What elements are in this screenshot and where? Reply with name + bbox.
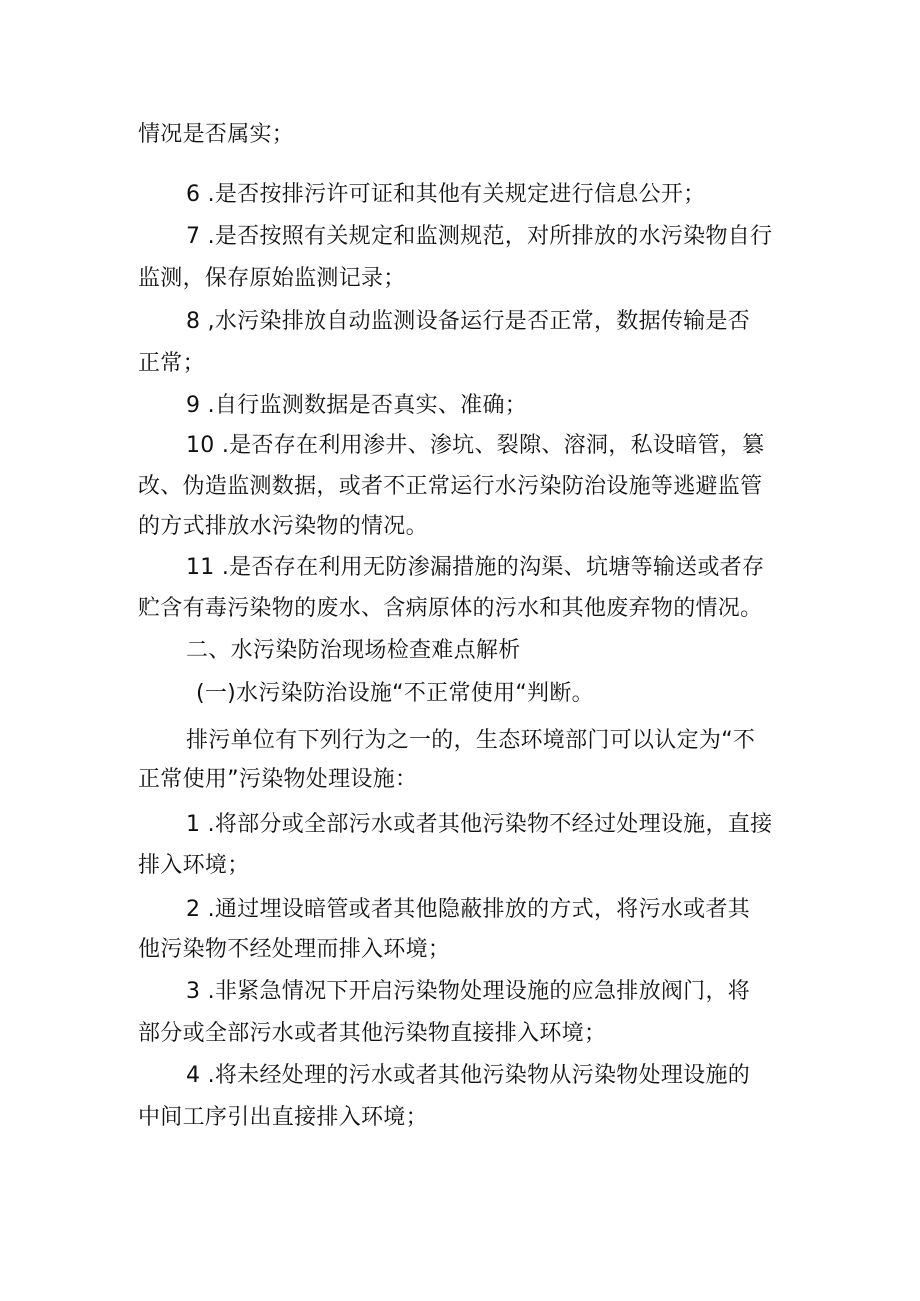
text-line: 他污染物不经处理而排入环境；: [138, 937, 451, 962]
text-line: 10 .是否存在利用渗井、渗坑、裂隙、溶洞，私设暗管，篡: [186, 433, 765, 458]
text-line: 11 .是否存在利用无防渗漏措施的沟渠、坑塘等输送或者存: [186, 555, 765, 580]
text-line: 3 .非紧急情况下开启污染物处理设施的应急排放阀门，将: [186, 979, 751, 1004]
text-line: 排污单位有下列行为之一的，生态环境部门可以认定为“不: [186, 728, 756, 753]
text-line: 4 .将未经处理的污水或者其他污染物从污染物处理设施的: [186, 1063, 751, 1088]
text-line: 7 .是否按照有关规定和监测规范，对所排放的水污染物自行: [186, 224, 773, 249]
text-line: 6 .是否按排污许可证和其他有关规定进行信息公开；: [186, 182, 706, 207]
subsection-heading: (一)水污染防治设施“不正常使用“判断。: [196, 681, 594, 706]
text-line: 情况是否属实；: [138, 122, 295, 147]
text-line: 中间工序引出直接排入环境；: [138, 1105, 428, 1130]
text-line: 贮含有毒污染物的废水、含病原体的污水和其他废弃物的情况。: [138, 596, 763, 621]
text-line: 改、伪造监测数据，或者不正常运行水污染防治设施等逃避监管: [138, 474, 763, 499]
text-line: 监测，保存原始监测记录；: [138, 266, 406, 291]
text-line: 的方式排放水污染物的情况。: [138, 514, 428, 539]
text-line: 8 ,水污染排放自动监测设备运行是否正常，数据传输是否: [186, 309, 751, 334]
text-line: 部分或全部污水或者其他污染物直接排入环境；: [138, 1021, 607, 1046]
text-line: 正常；: [138, 351, 205, 376]
text-line: 1 .将部分或全部污水或者其他污染物不经过处理设施，直接: [186, 812, 773, 837]
text-line: 排入环境；: [138, 853, 250, 878]
text-line: 正常使用”污染物处理设施：: [138, 767, 418, 792]
text-line: 9 .自行监测数据是否真实、准确；: [186, 393, 528, 418]
text-line: 2 .通过埋设暗管或者其他隐蔽排放的方式，将污水或者其: [186, 897, 751, 922]
section-heading: 二、水污染防治现场检查难点解析: [186, 638, 521, 663]
